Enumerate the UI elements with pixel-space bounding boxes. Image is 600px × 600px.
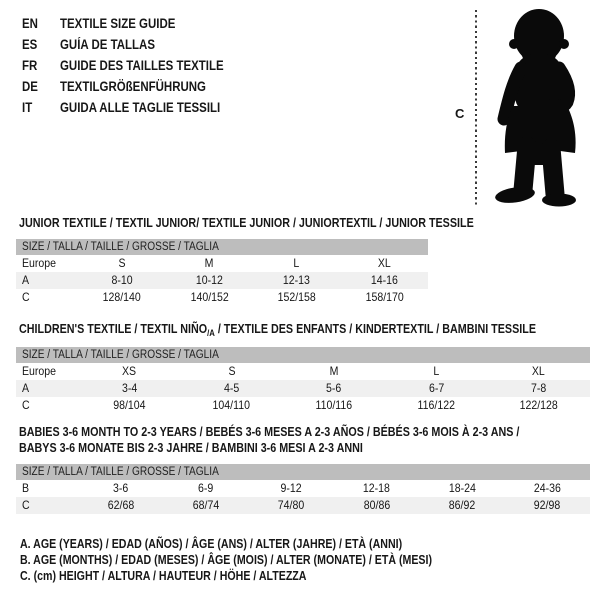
language-row-de — [22, 76, 253, 97]
section-title-children — [19, 322, 536, 338]
row-label: C — [22, 290, 30, 304]
section-title-children-text: / TEXTILE DES ENFANTS / KINDERTEXTIL / BAMBINI TESSILE — [214, 322, 536, 336]
table-cell: 3-4 — [121, 381, 137, 395]
guide-title-fr: GUIDE DES TAILLES TEXTILE — [60, 58, 224, 73]
size-header-text: SIZE / TALLA / TAILLE / GRÖSSE / TAGLIA — [22, 241, 219, 253]
table-row-age — [16, 380, 590, 397]
table-cell: L — [433, 364, 440, 378]
children-size-table — [16, 347, 590, 414]
table-cell: 24-36 — [533, 481, 561, 495]
table-cell: 10-12 — [195, 273, 223, 287]
legend-line-b: B. AGE (MONTHS) / EDAD (MESES) / ÂGE (MOIS) / ALTER (MONATE) / ETÀ (MESI) — [20, 553, 433, 567]
table-cell: 5-6 — [326, 381, 342, 395]
table-cell: 122/128 — [519, 398, 558, 412]
row-label: A — [22, 273, 30, 287]
table-row-age — [16, 272, 428, 289]
table-cell: 128/140 — [102, 290, 141, 304]
row-label: A — [22, 381, 30, 395]
size-header-band — [16, 464, 590, 480]
table-cell: 116/122 — [417, 398, 456, 412]
table-cell: 68/74 — [192, 498, 220, 512]
measure-label-c: C — [455, 106, 465, 121]
table-cell: 80/86 — [363, 498, 390, 512]
table-cell: 7-8 — [531, 381, 547, 395]
table-cell: 74/80 — [278, 498, 305, 512]
size-header-text: SIZE / TALLA / TAILLE / GRÖSSE / TAGLIA — [22, 466, 219, 478]
table-cell: XL — [377, 256, 391, 270]
row-label: Europe — [22, 364, 57, 378]
table-cell: M — [329, 364, 339, 378]
table-cell: 14-16 — [370, 273, 398, 287]
table-cell: 110/116 — [315, 398, 353, 412]
section-title-junior-text: JUNIOR TEXTILE / TEXTIL JUNIOR/ TEXTILE JUNIOR / JUNIORTEXTIL / JUNIOR TESSILE — [19, 216, 474, 230]
guide-title-en: TEXTILE SIZE GUIDE — [60, 16, 176, 31]
table-cell: L — [293, 256, 300, 270]
table-row-height — [16, 397, 590, 414]
language-code: ES — [22, 37, 38, 52]
table-cell: S — [228, 364, 236, 378]
table-row-height — [16, 497, 590, 514]
babies-size-table — [16, 464, 590, 514]
table-cell: 158/170 — [365, 290, 404, 304]
size-header-band — [16, 347, 590, 363]
language-title-list — [22, 13, 253, 118]
guide-title-es: GUÍA DE TALLAS — [60, 37, 155, 52]
table-cell: 12-18 — [363, 481, 391, 495]
table-row-europe — [16, 255, 428, 272]
table-cell: 152/158 — [277, 290, 316, 304]
table-cell: 62/68 — [107, 498, 134, 512]
section-title-babies-text2: BABYS 3-6 MONATE BIS 2-3 JAHRE / BAMBINI 3-6 MESI A 2-3 ANNI — [19, 441, 363, 455]
legend-line-a: A. AGE (YEARS) / EDAD (AÑOS) / ÂGE (ANS) / ALTER (JAHRE) / ETÀ (ANNI) — [20, 537, 403, 551]
table-cell: 8-10 — [111, 273, 133, 287]
section-title-babies-line1 — [19, 425, 519, 439]
section-title-babies-line2 — [19, 441, 363, 455]
table-row-europe — [16, 363, 590, 380]
table-cell: XS — [122, 364, 137, 378]
guide-title-de: TEXTILGRÖßENFÜHRUNG — [60, 79, 206, 94]
section-title-children-text: CHILDREN'S TEXTILE / TEXTIL NIÑO — [19, 322, 208, 336]
junior-size-table — [16, 239, 428, 306]
table-cell: 12-13 — [283, 273, 311, 287]
table-cell: XL — [532, 364, 546, 378]
language-row-it — [22, 97, 253, 118]
table-cell: 140/152 — [190, 290, 229, 304]
table-cell: M — [204, 256, 214, 270]
table-cell: 98/104 — [113, 398, 146, 412]
table-cell: S — [118, 256, 126, 270]
table-cell: 4-5 — [223, 381, 240, 395]
row-label: C — [22, 498, 30, 512]
language-code: FR — [22, 58, 38, 73]
row-label: Europe — [22, 256, 57, 270]
table-cell: 6-7 — [428, 381, 445, 395]
row-label: C — [22, 398, 30, 412]
language-row-fr — [22, 55, 253, 76]
table-cell: 18-24 — [448, 481, 476, 495]
table-cell: 92/98 — [534, 498, 561, 512]
table-cell: 3-6 — [113, 481, 129, 495]
measurement-legend — [20, 536, 505, 584]
table-cell: 86/92 — [448, 498, 476, 512]
language-row-en — [22, 13, 253, 34]
guide-title-it: GUIDA ALLE TAGLIE TESSILI — [60, 100, 221, 115]
table-row-months — [16, 480, 590, 497]
language-row-es — [22, 34, 253, 55]
size-header-text: SIZE / TALLA / TAILLE / GRÖSSE / TAGLIA — [22, 349, 219, 361]
size-header-band — [16, 239, 428, 255]
table-cell: 9-12 — [280, 481, 302, 495]
title-subscript: /A — [207, 328, 215, 338]
language-code: EN — [22, 16, 38, 31]
table-cell: 104/110 — [212, 398, 251, 412]
legend-line-c: C. (cm) HEIGHT / ALTURA / HAUTEUR / HÖHE / ALTEZZA — [20, 569, 307, 583]
table-cell: 6-9 — [198, 481, 214, 495]
language-code: DE — [22, 79, 38, 94]
toddler-silhouette-image — [487, 6, 593, 208]
section-title-junior — [19, 216, 474, 230]
height-measure-dotted-line — [475, 10, 477, 207]
section-title-babies-text1: BABIES 3-6 MONTH TO 2-3 YEARS / BEBÉS 3-6 MESES A 2-3 AÑOS / BÉBÉS 3-6 MOIS À 2-3 ANS / — [19, 425, 520, 439]
row-label: B — [22, 481, 30, 495]
language-code: IT — [22, 100, 33, 115]
table-row-height — [16, 289, 428, 306]
